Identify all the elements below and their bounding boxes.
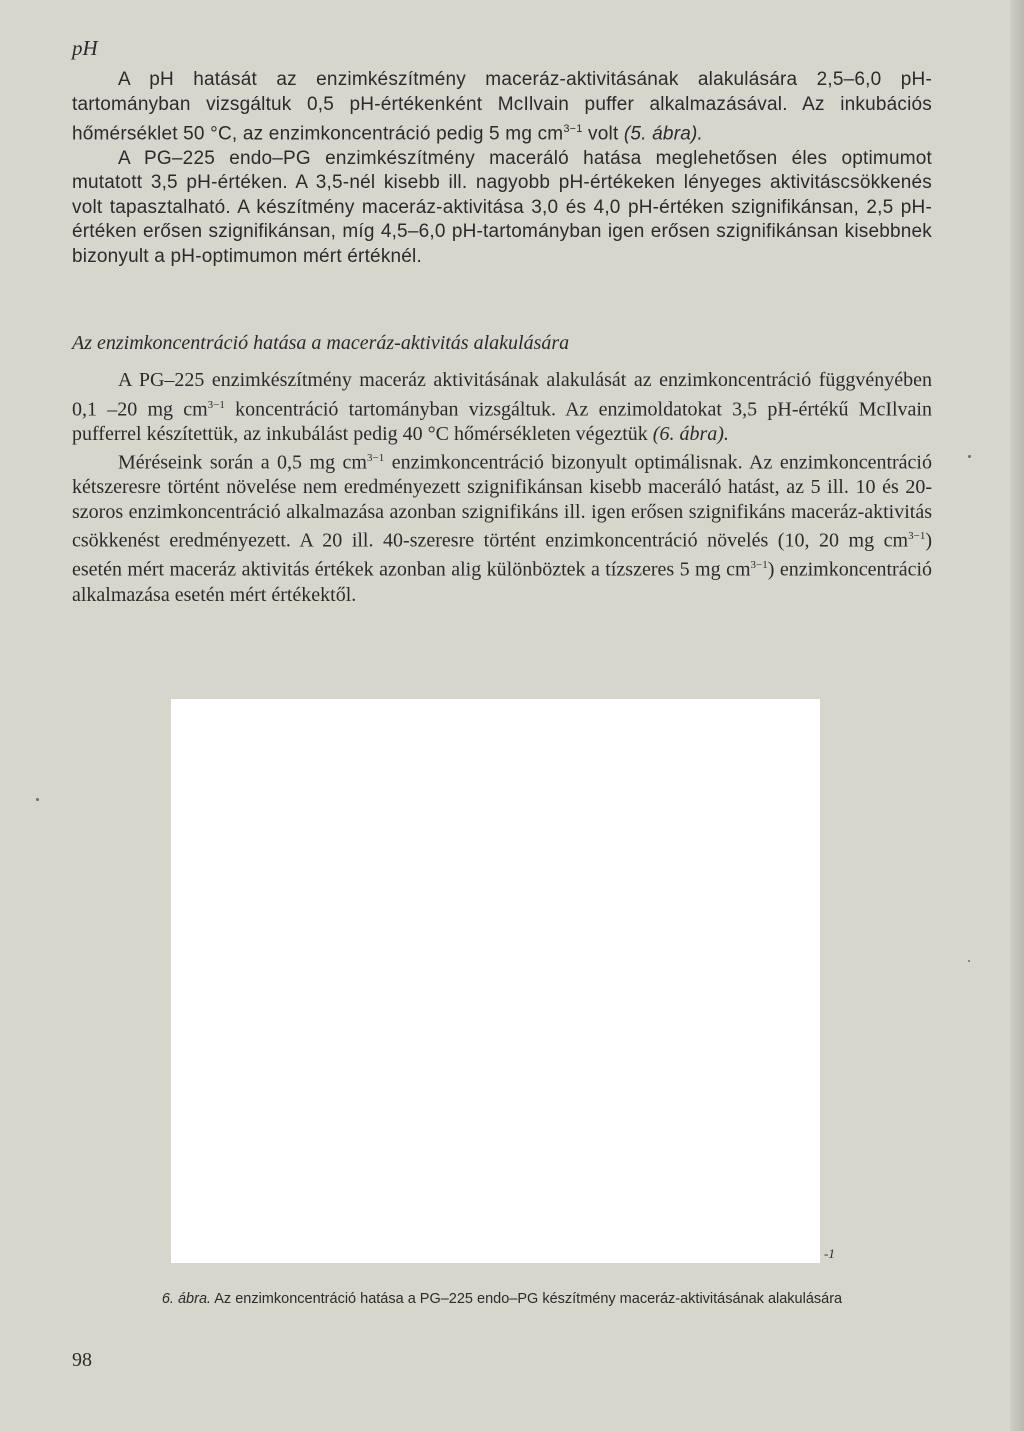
subheading: Az enzimkoncentráció hatása a maceráz-aktivitás alakulására <box>72 332 570 354</box>
section-heading: pH <box>72 36 98 60</box>
page-edge <box>1010 0 1024 1431</box>
paragraph-ph-method: A pH hatását az enzimkészítmény maceráz-aktivitásának alakulására 2,5–6,0 pH-tartományban vizsgáltuk 0,5 pH-értékenként McIlvain puffer alkalmazásával. Az inkubációs hőmérséklet 50 °C, az enzimkoncentráció pedig 5 mg $cm^{3-1}$ volt (5. ábra). <box>72 69 932 145</box>
paragraph-concentration-result: Méréseink során a 0,5 mg $cm^{3-1}$ enzimkoncentráció bizonyult optimálisnak. Az enzimkoncentráció kétszeresre történt növelése nem eredményezett szignifikánsan kisebb maceráló hatást, az 5 ill. 10 és 20-szoros enzimkoncentráció alkalmazása azonban szignifikáns ill. igen erősen szignifikáns maceráz-aktivitás csökkenést eredményezett. A 20 ill. 40-szeresre történt enzimkoncentráció növelés (10, 20 mg $cm^{3-1}$) esetén mért maceráz aktivitás értékek azonban alig különböztek a tízszeres 5 mg $cm^{3-1}$) enzimkoncentráció alkalmazása esetén mért értékektől. <box>72 451 932 606</box>
caption-text: Az enzimkoncentráció hatása a PG–225 endo–PG készítmény maceráz-aktivitásának alakulására <box>211 1291 843 1307</box>
paper-speck <box>968 960 970 962</box>
concentration-section-body <box>72 368 932 607</box>
page-number: 98 <box>72 1349 92 1371</box>
figure-placeholder <box>171 699 820 1263</box>
paragraph-ph-result: A PG–225 endo–PG enzimkészítmény maceráló hatása meglehetősen éles optimumot mutatott 3,5 pH-értéken. A 3,5-nél kisebb ill. nagyobb pH-értékeken lényeges aktivitáscsökkenés volt tapasztalható. A készítmény maceráz-aktivitása 3,0 és 4,0 pH-értéken szignifikánsan, 2,5 pH-értéken erősen szignifikánsan, míg 4,5–6,0 pH-tartományban igen erősen szignifikánsan kisebbnek bizonyult a pH-optimumon mért értéknél. <box>72 147 932 267</box>
paper-speck <box>968 455 971 458</box>
figure-caption <box>72 1290 932 1308</box>
figure-reference: (5. ábra). <box>623 123 703 145</box>
paragraph-concentration-method: A PG–225 enzimkészítmény maceráz aktivitásának alakulását az enzimkoncentráció függvényében 0,1 –20 mg $cm^{3-1}$ koncentráció tartományban vizsgáltuk. Az enzimoldatokat 3,5 pH-értékű McIlvain pufferrel készítettük, az inkubálást pedig 40 °C hőmérsékleten végeztük (6. ábra). <box>72 369 932 445</box>
margin-mark: -1 <box>824 1246 835 1261</box>
figure-reference: (6. ábra). <box>652 422 729 445</box>
paper-speck <box>36 798 39 801</box>
ph-section-body <box>72 68 932 269</box>
figure-label: 6. ábra. <box>161 1291 212 1307</box>
